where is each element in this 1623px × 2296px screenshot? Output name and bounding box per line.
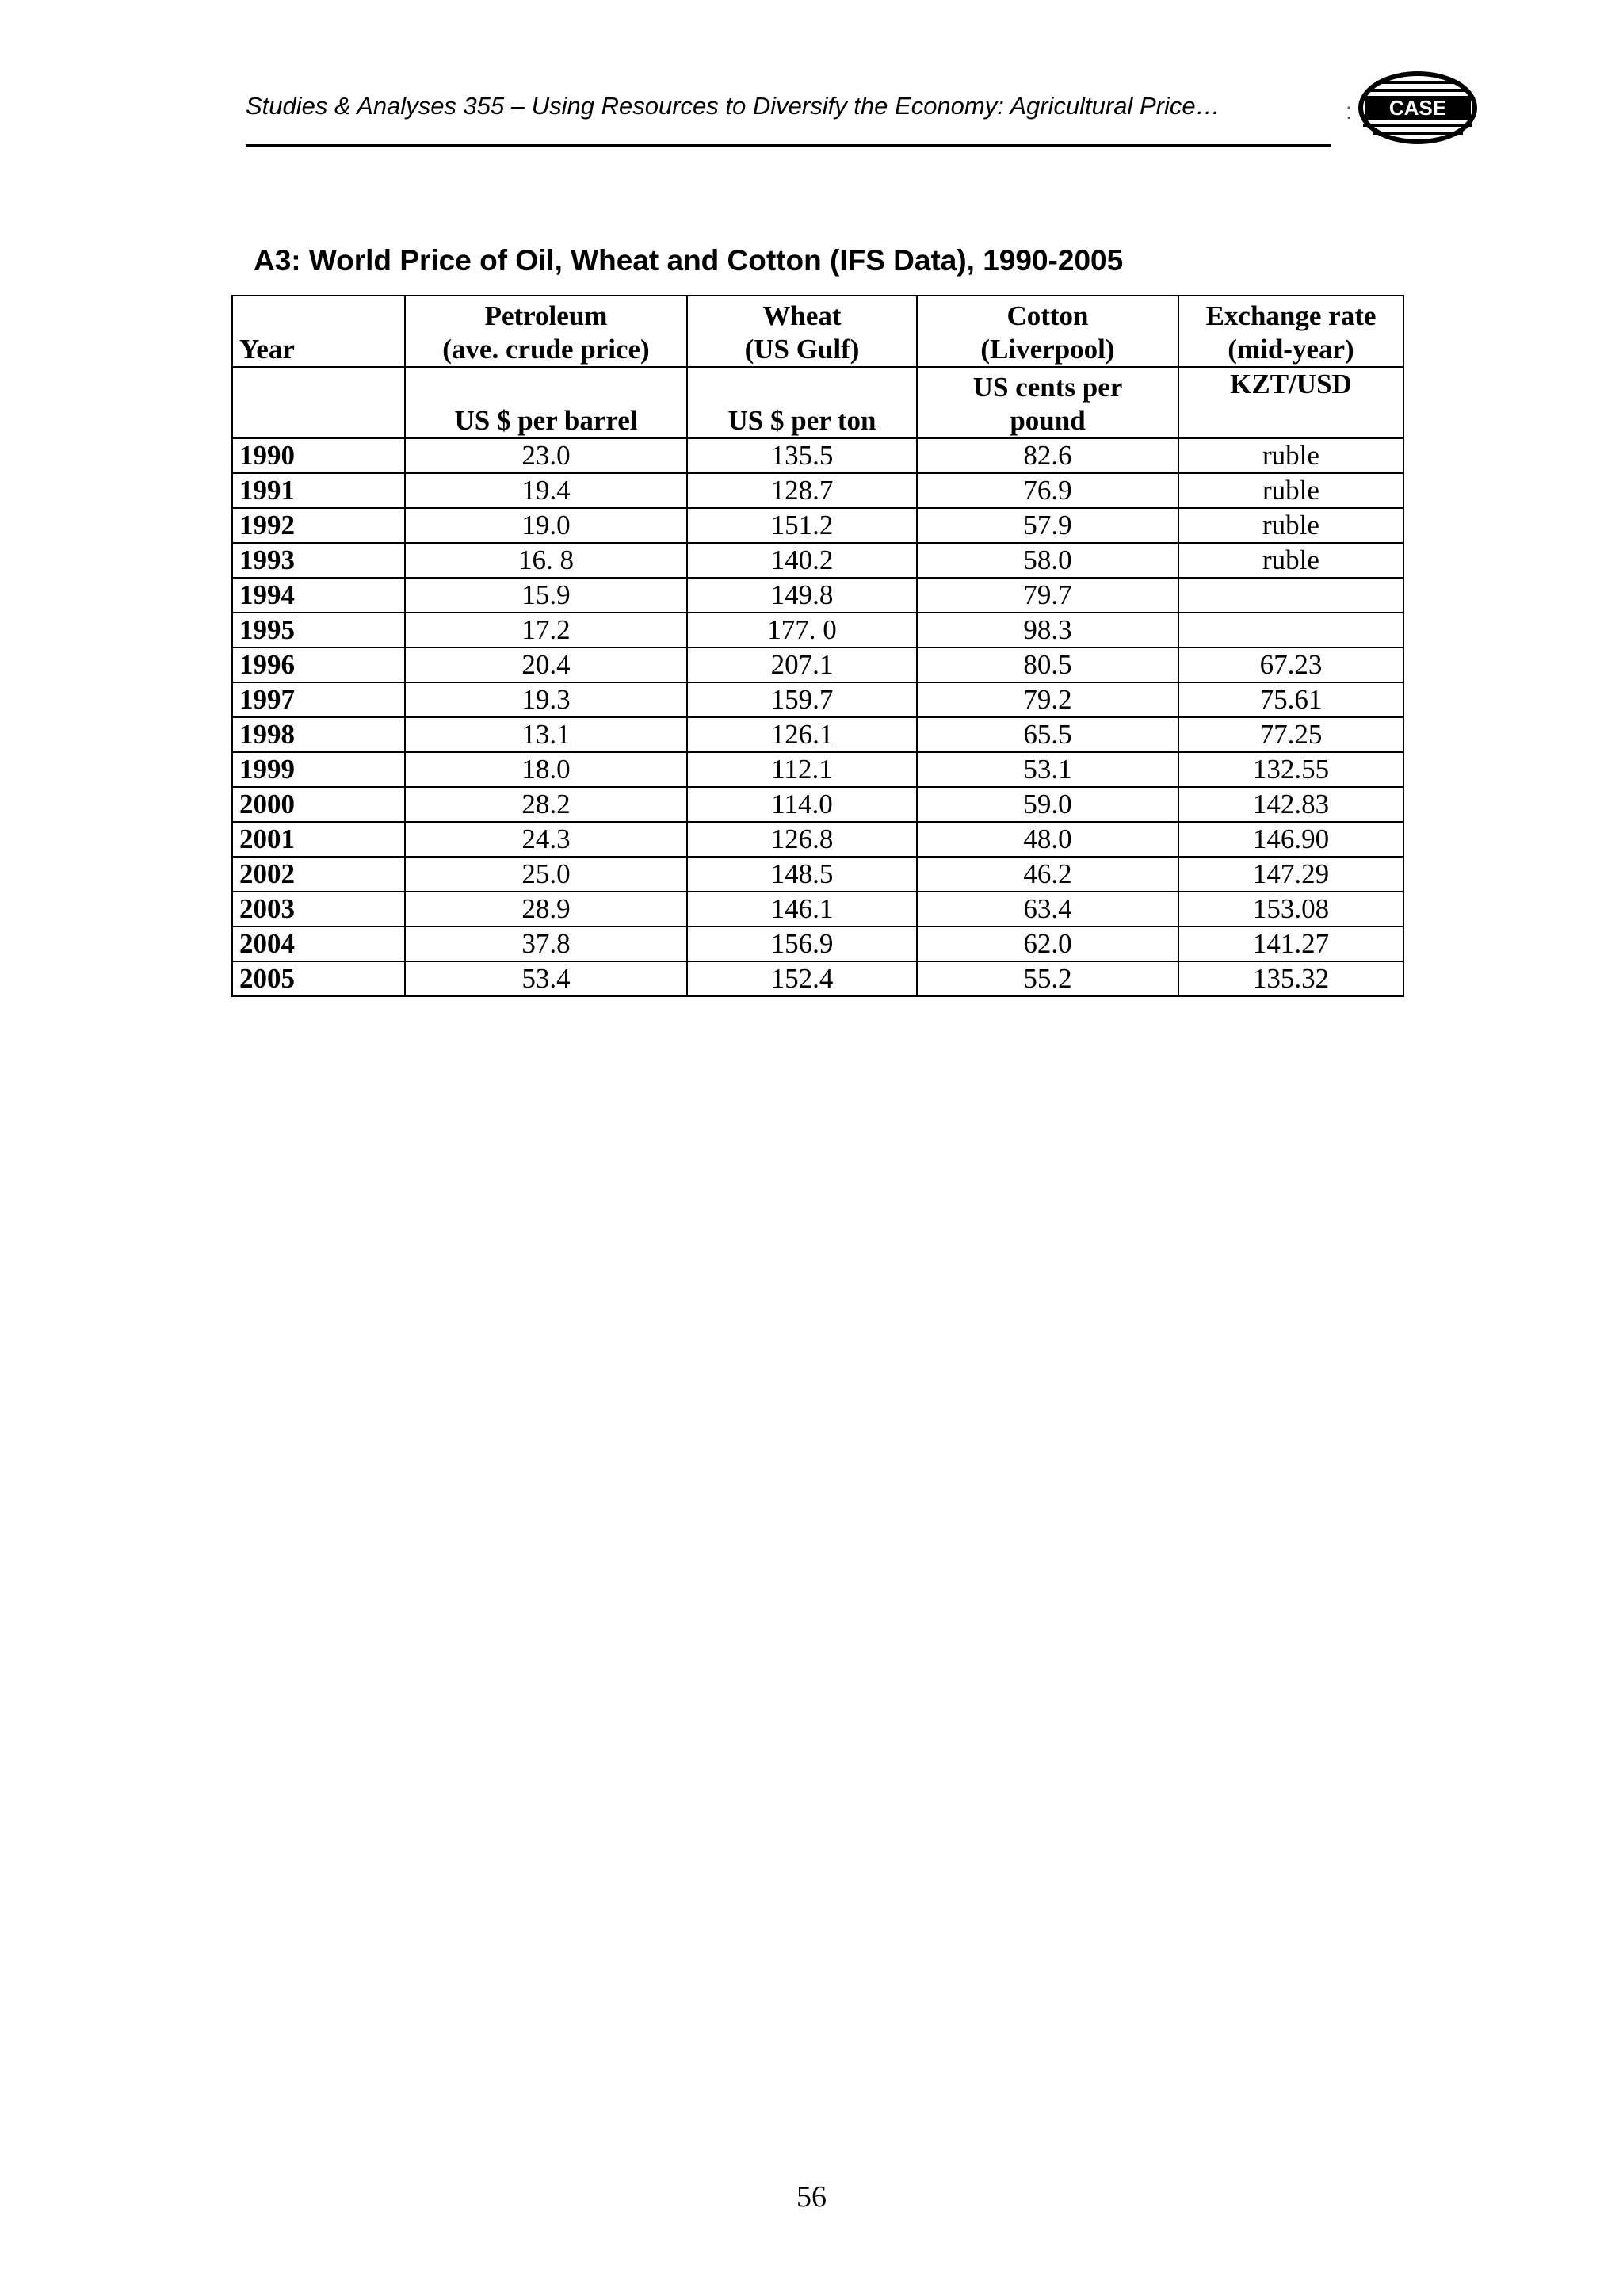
wheat-cell: 128.7	[687, 473, 917, 508]
exchange-cell: 146.90	[1178, 822, 1403, 857]
petroleum-cell: 19.0	[405, 508, 687, 543]
wheat-cell: 156.9	[687, 926, 917, 961]
table-row	[232, 961, 1403, 996]
cotton-cell: 57.9	[917, 508, 1178, 543]
wheat-cell: 149.8	[687, 578, 917, 613]
cotton-cell: 82.6	[917, 438, 1178, 473]
exchange-header	[1178, 296, 1403, 367]
table-row	[232, 822, 1403, 857]
petroleum-cell: 28.2	[405, 787, 687, 822]
wheat-cell: 112.1	[687, 752, 917, 787]
page-number: 56	[796, 2180, 827, 2214]
wheat-cell: 135.5	[687, 438, 917, 473]
exchange-cell: 147.29	[1178, 857, 1403, 892]
wheat-cell: 146.1	[687, 892, 917, 926]
wheat-cell: 140.2	[687, 543, 917, 578]
cotton-header-line2: (Liverpool)	[980, 334, 1115, 365]
cotton-cell: 80.5	[917, 648, 1178, 682]
year-cell: 2003	[232, 892, 405, 926]
petroleum-cell: 19.3	[405, 682, 687, 717]
wheat-header-line1: Wheat	[762, 300, 842, 331]
wheat-cell: 148.5	[687, 857, 917, 892]
exchange-cell	[1178, 613, 1403, 648]
table-row	[232, 857, 1403, 892]
exchange-cell: 135.32	[1178, 961, 1403, 996]
petroleum-cell: 18.0	[405, 752, 687, 787]
exchange-cell: ruble	[1178, 508, 1403, 543]
exchange-cell: ruble	[1178, 438, 1403, 473]
cotton-cell: 79.2	[917, 682, 1178, 717]
header-ellipsis-mark: :	[1346, 98, 1353, 124]
table-row	[232, 508, 1403, 543]
year-cell: 1993	[232, 543, 405, 578]
cotton-header-line1: Cotton	[1006, 300, 1089, 331]
table-row	[232, 892, 1403, 926]
wheat-cell: 114.0	[687, 787, 917, 822]
petroleum-cell: 16. 8	[405, 543, 687, 578]
petroleum-cell: 24.3	[405, 822, 687, 857]
exchange-cell: 77.25	[1178, 717, 1403, 752]
petroleum-header	[405, 296, 687, 367]
year-cell: 1997	[232, 682, 405, 717]
exchange-cell	[1178, 578, 1403, 613]
year-cell: 1994	[232, 578, 405, 613]
year-cell: 2002	[232, 857, 405, 892]
wheat-cell: 159.7	[687, 682, 917, 717]
wheat-cell: 151.2	[687, 508, 917, 543]
wheat-cell: 126.1	[687, 717, 917, 752]
exchange-cell: 153.08	[1178, 892, 1403, 926]
wheat-cell: 177. 0	[687, 613, 917, 648]
running-header: Studies & Analyses 355 – Using Resources to Diversify the Economy: Agricultural Price…	[246, 92, 1220, 120]
table-row	[232, 613, 1403, 648]
exchange-cell: ruble	[1178, 473, 1403, 508]
case-logo	[1357, 70, 1479, 146]
units-year-blank	[232, 367, 405, 438]
cotton-cell: 58.0	[917, 543, 1178, 578]
cotton-cell: 53.1	[917, 752, 1178, 787]
cotton-cell: 65.5	[917, 717, 1178, 752]
exchange-cell: 141.27	[1178, 926, 1403, 961]
table-row	[232, 682, 1403, 717]
petroleum-header-line2: (ave. crude price)	[442, 334, 650, 365]
cotton-cell: 79.7	[917, 578, 1178, 613]
petroleum-cell: 19.4	[405, 473, 687, 508]
cotton-cell: 63.4	[917, 892, 1178, 926]
wheat-header	[687, 296, 917, 367]
cotton-unit-line1: US cents per	[972, 372, 1123, 403]
table-row	[232, 543, 1403, 578]
table-row	[232, 717, 1403, 752]
petroleum-cell: 17.2	[405, 613, 687, 648]
cotton-cell: 62.0	[917, 926, 1178, 961]
table-row	[232, 473, 1403, 508]
cotton-cell: 55.2	[917, 961, 1178, 996]
petroleum-unit: US $ per barrel	[405, 367, 687, 438]
exchange-cell: 67.23	[1178, 648, 1403, 682]
wheat-header-line2: (US Gulf)	[744, 334, 860, 365]
year-cell: 2001	[232, 822, 405, 857]
exchange-header-line2: (mid-year)	[1228, 334, 1354, 365]
exchange-cell: 142.83	[1178, 787, 1403, 822]
cotton-cell: 46.2	[917, 857, 1178, 892]
exchange-unit: KZT/USD	[1178, 367, 1403, 438]
exchange-header-line1: Exchange rate	[1205, 300, 1377, 331]
wheat-cell: 207.1	[687, 648, 917, 682]
year-cell: 2000	[232, 787, 405, 822]
cotton-unit	[917, 367, 1178, 438]
petroleum-cell: 13.1	[405, 717, 687, 752]
exchange-cell: 75.61	[1178, 682, 1403, 717]
case-logo-text: CASE	[1388, 96, 1447, 120]
header-row	[232, 296, 1403, 367]
year-cell: 1996	[232, 648, 405, 682]
header-rule	[246, 144, 1331, 147]
petroleum-cell: 15.9	[405, 578, 687, 613]
year-cell: 1998	[232, 717, 405, 752]
wheat-unit: US $ per ton	[687, 367, 917, 438]
petroleum-cell: 53.4	[405, 961, 687, 996]
exchange-cell: 132.55	[1178, 752, 1403, 787]
year-cell: 1999	[232, 752, 405, 787]
table-row	[232, 787, 1403, 822]
petroleum-cell: 20.4	[405, 648, 687, 682]
cotton-header	[917, 296, 1178, 367]
wheat-cell: 152.4	[687, 961, 917, 996]
year-cell: 1991	[232, 473, 405, 508]
table-title: A3: World Price of Oil, Wheat and Cotton (IFS Data), 1990-2005	[254, 244, 1124, 277]
cotton-cell: 48.0	[917, 822, 1178, 857]
petroleum-cell: 23.0	[405, 438, 687, 473]
petroleum-cell: 25.0	[405, 857, 687, 892]
petroleum-cell: 28.9	[405, 892, 687, 926]
units-row	[232, 367, 1403, 438]
table-body	[232, 438, 1403, 996]
price-table	[231, 295, 1404, 997]
petroleum-cell: 37.8	[405, 926, 687, 961]
cotton-cell: 59.0	[917, 787, 1178, 822]
table-row	[232, 752, 1403, 787]
table-row	[232, 438, 1403, 473]
year-cell: 1995	[232, 613, 405, 648]
table-row	[232, 648, 1403, 682]
table-row	[232, 578, 1403, 613]
table-row	[232, 926, 1403, 961]
cotton-unit-line2: pound	[1010, 405, 1086, 436]
year-cell: 1992	[232, 508, 405, 543]
year-header: Year	[232, 296, 405, 367]
petroleum-header-line1: Petroleum	[484, 300, 608, 331]
year-cell: 2004	[232, 926, 405, 961]
exchange-cell: ruble	[1178, 543, 1403, 578]
cotton-cell: 76.9	[917, 473, 1178, 508]
year-cell: 2005	[232, 961, 405, 996]
wheat-cell: 126.8	[687, 822, 917, 857]
year-cell: 1990	[232, 438, 405, 473]
cotton-cell: 98.3	[917, 613, 1178, 648]
